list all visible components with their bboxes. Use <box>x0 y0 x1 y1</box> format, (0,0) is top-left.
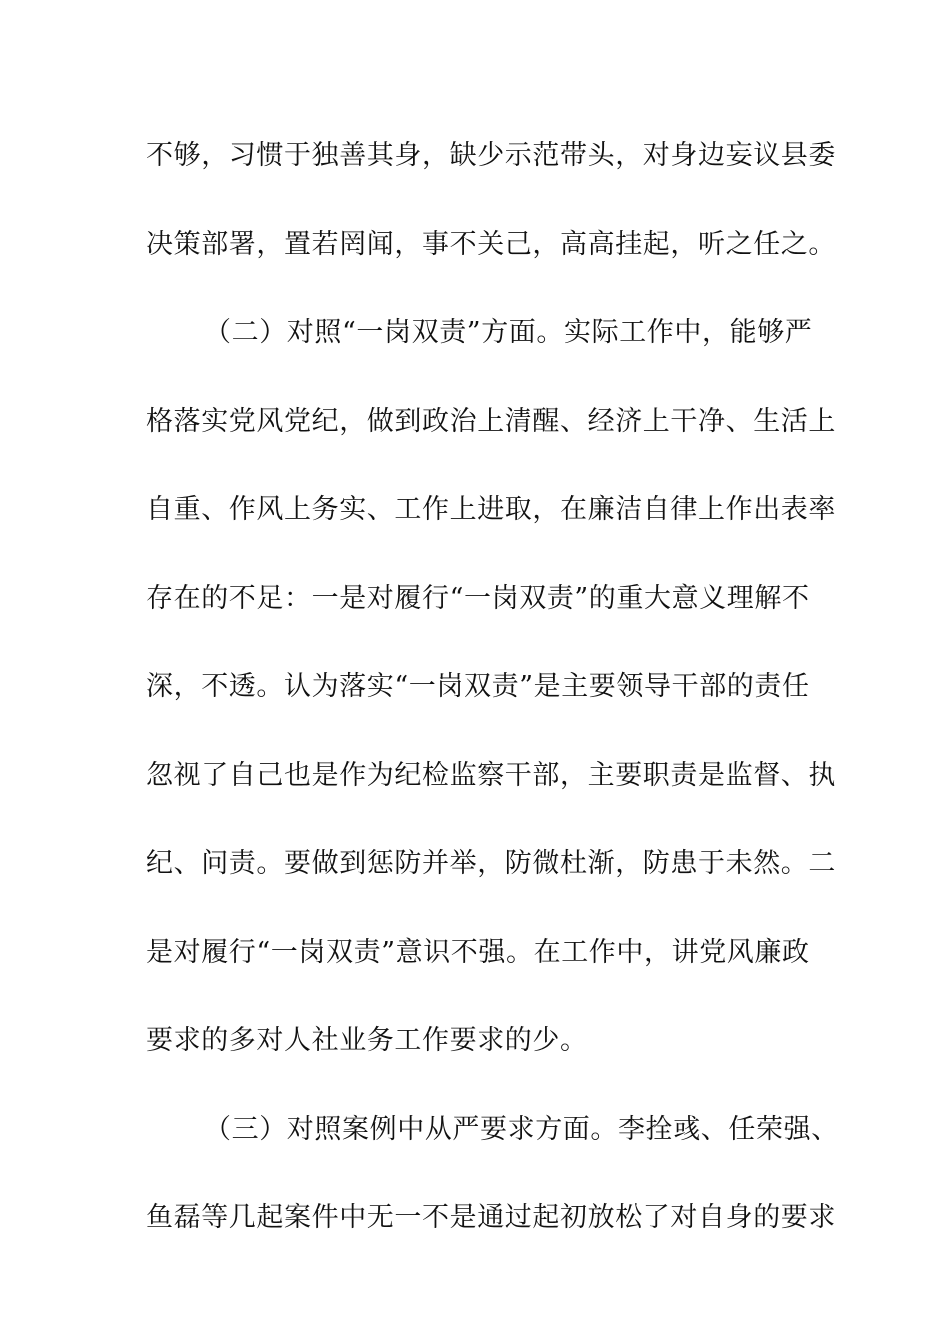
text-line: 自重、作风上务实、工作上进取，在廉洁自律上作出表率 <box>146 494 836 525</box>
text-line: 纪、问责。要做到惩防并举，防微杜渐，防患于未然。二 <box>146 848 836 879</box>
text-line: 存在的不足：一是对履行“一岗双责”的重大意义理解不 <box>146 583 810 614</box>
text-line: 要求的多对人社业务工作要求的少。 <box>146 1025 588 1056</box>
text-line: 鱼磊等几起案件中无一不是通过起初放松了对自身的要求 <box>146 1202 836 1233</box>
text-line: 决策部署，置若罔闻，事不关己，高高挂起，听之任之。 <box>146 229 836 260</box>
paragraph-heading-line: （三）对照案例中从严要求方面。李拴彧、任荣强、 <box>204 1114 839 1145</box>
text-line: 不够，习惯于独善其身，缺少示范带头，对身边妄议县委 <box>146 140 836 171</box>
text-line: 是对履行“一岗双责”意识不强。在工作中，讲党风廉政 <box>146 937 810 968</box>
text-line: 格落实党风党纪，做到政治上清醒、经济上干净、生活上 <box>146 406 836 437</box>
text-line: 深，不透。认为落实“一岗双责”是主要领导干部的责任 <box>146 671 810 702</box>
paragraph-heading-line: （二）对照“一岗双责”方面。实际工作中，能够严 <box>204 317 813 348</box>
text-line: 忽视了自己也是作为纪检监察干部，主要职责是监督、执 <box>146 760 836 791</box>
